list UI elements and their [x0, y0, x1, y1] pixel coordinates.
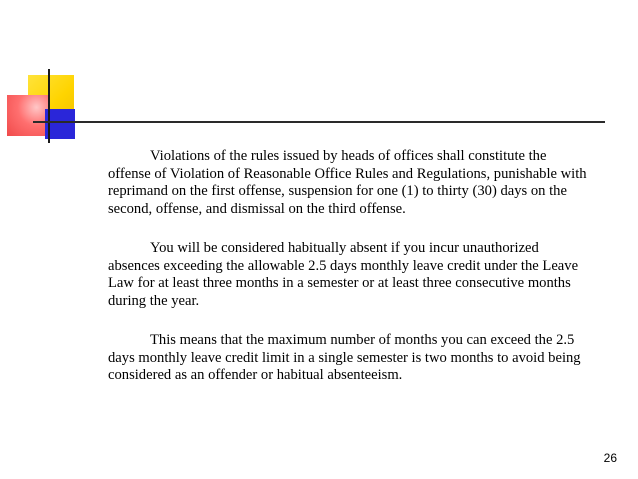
- vertical-rule: [48, 69, 50, 143]
- red-square-decoration: [7, 95, 49, 136]
- paragraph-office-rules-violation: Violations of the rules issued by heads of offices shall constitute the offense of Violation of Reasonable Office Rules and Regulations, punishable with reprimand on the first offense, suspension for one (1) to thirty (30) days on the second, offense, and dismissal on the third offense.: [108, 148, 587, 217]
- slide-body-text: [108, 148, 590, 407]
- corner-logo-decoration: [0, 0, 638, 150]
- horizontal-rule: [33, 121, 605, 123]
- paragraph-maximum-months: This means that the maximum number of months you can exceed the 2.5 days monthly leave credit limit in a single semester is two months to avoid being considered as an offender or habitual absenteeism.: [108, 332, 581, 383]
- page-number: 26: [603, 451, 617, 465]
- paragraph-habitual-absence: You will be considered habitually absent if you incur unauthorized absences exceeding the allowable 2.5 days monthly leave credit under the Leave Law for at least three months in a semester or at least three consecutive months during the year.: [108, 240, 579, 309]
